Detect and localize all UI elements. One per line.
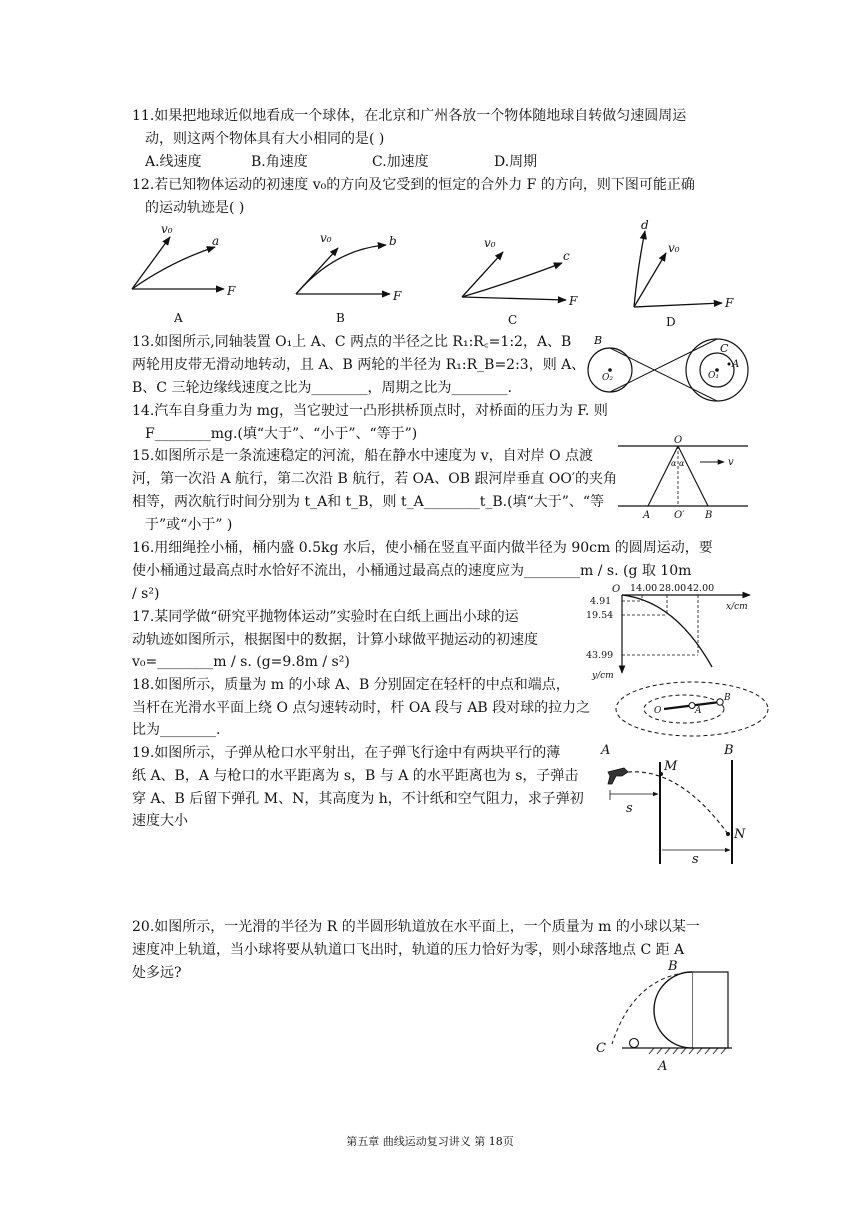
q12-a-force-label: F <box>227 284 236 298</box>
q13-label-o2: O₂ <box>602 373 613 383</box>
q12-figure-d <box>634 218 734 329</box>
q20-line2: 速度冲上轨道，当小球将要从轨道口飞出时，轨道的压力恰好为零，则小球落地点 C 距 A <box>132 942 685 958</box>
q12-d-force-label: F <box>725 296 734 310</box>
q12-b-force-label: F <box>393 289 402 303</box>
q15-label-a: A <box>643 510 651 521</box>
gun-icon <box>608 768 628 784</box>
q13-line2: 两轮用皮带无滑动地转动，且 A、B 两轮的半径为 R₁:R_B=2:3，则 A、 <box>132 357 586 373</box>
q12-b-traj-label: b <box>389 234 397 248</box>
q19-line2: 纸 A、B，A 与枪口的水平距离为 s，B 与 A 的水平距离也为 s，子弹击 <box>132 768 579 784</box>
q12-b-v0-label: v₀ <box>320 231 332 245</box>
q12-a-v0-label: v₀ <box>161 222 173 236</box>
q11-option-b: B.角速度 <box>251 154 308 170</box>
q15-label-o-prime: O′ <box>674 510 685 521</box>
q12-d-traj-label: d <box>641 218 649 232</box>
q15-label-alpha: α α <box>671 459 685 468</box>
q19-label-s1: s <box>626 801 633 816</box>
q19-label-a: A <box>601 743 611 758</box>
q18-line1: 18.如图所示，质量为 m 的小球 A、B 分别固定在轻杆的中点和端点， <box>132 677 570 693</box>
q15-label-b: B <box>705 510 713 521</box>
q12-figures <box>0 215 860 335</box>
q18-label-a: A <box>695 706 702 716</box>
q12-c-caption: C <box>508 313 518 327</box>
q12-line2: 的运动轨迹是( ) <box>145 200 245 216</box>
q17-line2: 动轨迹如图所示，根据图中的数据，计算小球做平抛运动的初速度 <box>132 632 538 648</box>
q12-b-caption: B <box>336 311 345 325</box>
q15-label-o: O <box>674 435 683 446</box>
q12-d-caption: D <box>666 315 676 329</box>
q12-figure-a <box>132 222 236 325</box>
q17-x-tick-3: 42.00 <box>687 583 715 594</box>
q17-x-tick-2: 28.00 <box>659 583 687 594</box>
q12-figure-b <box>296 231 402 325</box>
q13-belt-figure <box>580 330 770 400</box>
q20-label-c: C <box>596 1041 606 1056</box>
q13-line3: B、C 三轮边缘线速度之比为________，周期之比为________. <box>132 380 512 396</box>
q13-label-a: A <box>732 359 740 370</box>
q17-x-unit: x/cm <box>726 602 748 612</box>
q12-c-v0-label: v₀ <box>484 236 496 250</box>
q18-label-b: B <box>724 693 731 703</box>
q16-line1: 16.用细绳拴小桶，桶内盛 0.5kg 水后，使小桶在竖直平面内做半径为 90cm 的圆周运动，要 <box>132 540 713 556</box>
q12-a-caption: A <box>174 311 183 325</box>
q12-c-force-label: F <box>569 294 578 308</box>
q15-line2: 河，第一次沿 A 航行，第二次沿 B 航行，若 OA、OB 跟河岸垂直 OO′的夹角 <box>132 471 618 487</box>
q12-c-traj-label: c <box>563 249 570 263</box>
q17-y-tick-3: 43.99 <box>586 650 614 661</box>
q17-trajectory-figure <box>580 583 770 683</box>
q14-line1: 14.汽车自身重力为 mg，当它驶过一凸形拱桥顶点时，对桥面的压力为 F. 则 <box>132 403 608 419</box>
q13-label-o1: O₁ <box>708 371 719 381</box>
q13-label-b: B <box>594 334 603 347</box>
q15-line1: 15.如图所示是一条流速稳定的河流，船在静水中速度为 v，自对岸 O 点渡 <box>132 448 594 464</box>
q11-option-a: A.线速度 <box>145 154 202 170</box>
q18-line2: 当杆在光滑水平面上绕 O 点匀速转动时，杆 OA 段与 AB 段对球的拉力之 <box>132 700 591 716</box>
q12-d-v0-label: v₀ <box>668 241 680 255</box>
q19-line1: 19.如图所示，子弹从枪口水平射出，在子弹飞行途中有两块平行的薄 <box>132 745 561 761</box>
q20-line1: 20.如图所示，一光滑的半径为 R 的半圆形轨道放在水平面上，一个质量为 m 的小球以某一 <box>132 919 700 935</box>
q18-rod-figure <box>614 680 774 742</box>
q18-label-o: O <box>654 706 662 716</box>
q17-line1: 17.某同学做“研究平抛物体运动”实验时在白纸上画出小球的运 <box>132 609 519 625</box>
q20-label-a: A <box>658 1059 668 1074</box>
q11-option-c: C.加速度 <box>372 154 429 170</box>
q19-label-m: M <box>664 759 678 774</box>
q17-y-unit: y/cm <box>592 671 614 681</box>
q14-line2: F________mg.(填“大于”、“小于”、“等于”) <box>145 426 418 442</box>
q11-option-d: D.周期 <box>494 154 538 170</box>
q12-line1: 12.若已知物体运动的初速度 v₀的方向及它受到的恒定的合外力 F 的方向，则下图可能正确 <box>132 177 695 193</box>
q15-line3: 相等，两次航行时间分别为 t_A和 t_B，则 t_A________t_B.(填“大于”、“等 <box>132 494 605 510</box>
q11-line2: 动，则这两个物体具有大小相同的是( ) <box>145 131 385 147</box>
q12-figure-c <box>462 236 578 327</box>
q17-label-origin: O <box>612 584 621 595</box>
q17-y-tick-1: 4.91 <box>590 596 612 607</box>
page-footer: 第五章 曲线运动复习讲义 第 18页 <box>346 1135 514 1148</box>
q18-line3: 比为________. <box>132 722 221 738</box>
q20-label-b: B <box>668 959 678 974</box>
q15-label-v: v <box>728 457 734 468</box>
q13-label-c: C <box>720 342 729 355</box>
q17-line3: v₀=________m / s. (g=9.8m / s²) <box>132 654 350 670</box>
q19-bullet-figure <box>600 742 760 867</box>
q15-line4: 于”或“小于” ) <box>145 517 233 533</box>
q17-y-tick-2: 19.54 <box>586 610 614 621</box>
q15-river-figure <box>618 434 748 520</box>
q16-line2: 使小桶通过最高点时水恰好不流出，小桶通过最高点的速度应为________m / s. (g 取 10m <box>132 563 692 579</box>
q19-line4: 速度大小 <box>132 813 188 829</box>
q12-a-traj-label: a <box>212 234 220 248</box>
q20-track-figure <box>594 958 744 1073</box>
q19-label-b: B <box>724 743 734 758</box>
q16-line3: / s²) <box>132 586 160 602</box>
q19-line3: 穿 A、B 后留下弹孔 M、N，其高度为 h，不计纸和空气阻力，求子弹初 <box>132 791 584 807</box>
q11-line1: 11.如果把地球近似地看成一个球体，在北京和广州各放一个物体随地球自转做匀速圆周运 <box>132 108 687 124</box>
q19-label-n: N <box>734 827 746 842</box>
q20-line3: 处多远? <box>132 965 182 981</box>
q19-label-s2: s <box>692 852 699 867</box>
q17-x-tick-1: 14.00 <box>630 583 658 594</box>
q13-line1: 13.如图所示,同轴装置 O₁上 A、C 两点的半径之比 R₁:R꜀=1:2，A、B <box>132 334 572 350</box>
